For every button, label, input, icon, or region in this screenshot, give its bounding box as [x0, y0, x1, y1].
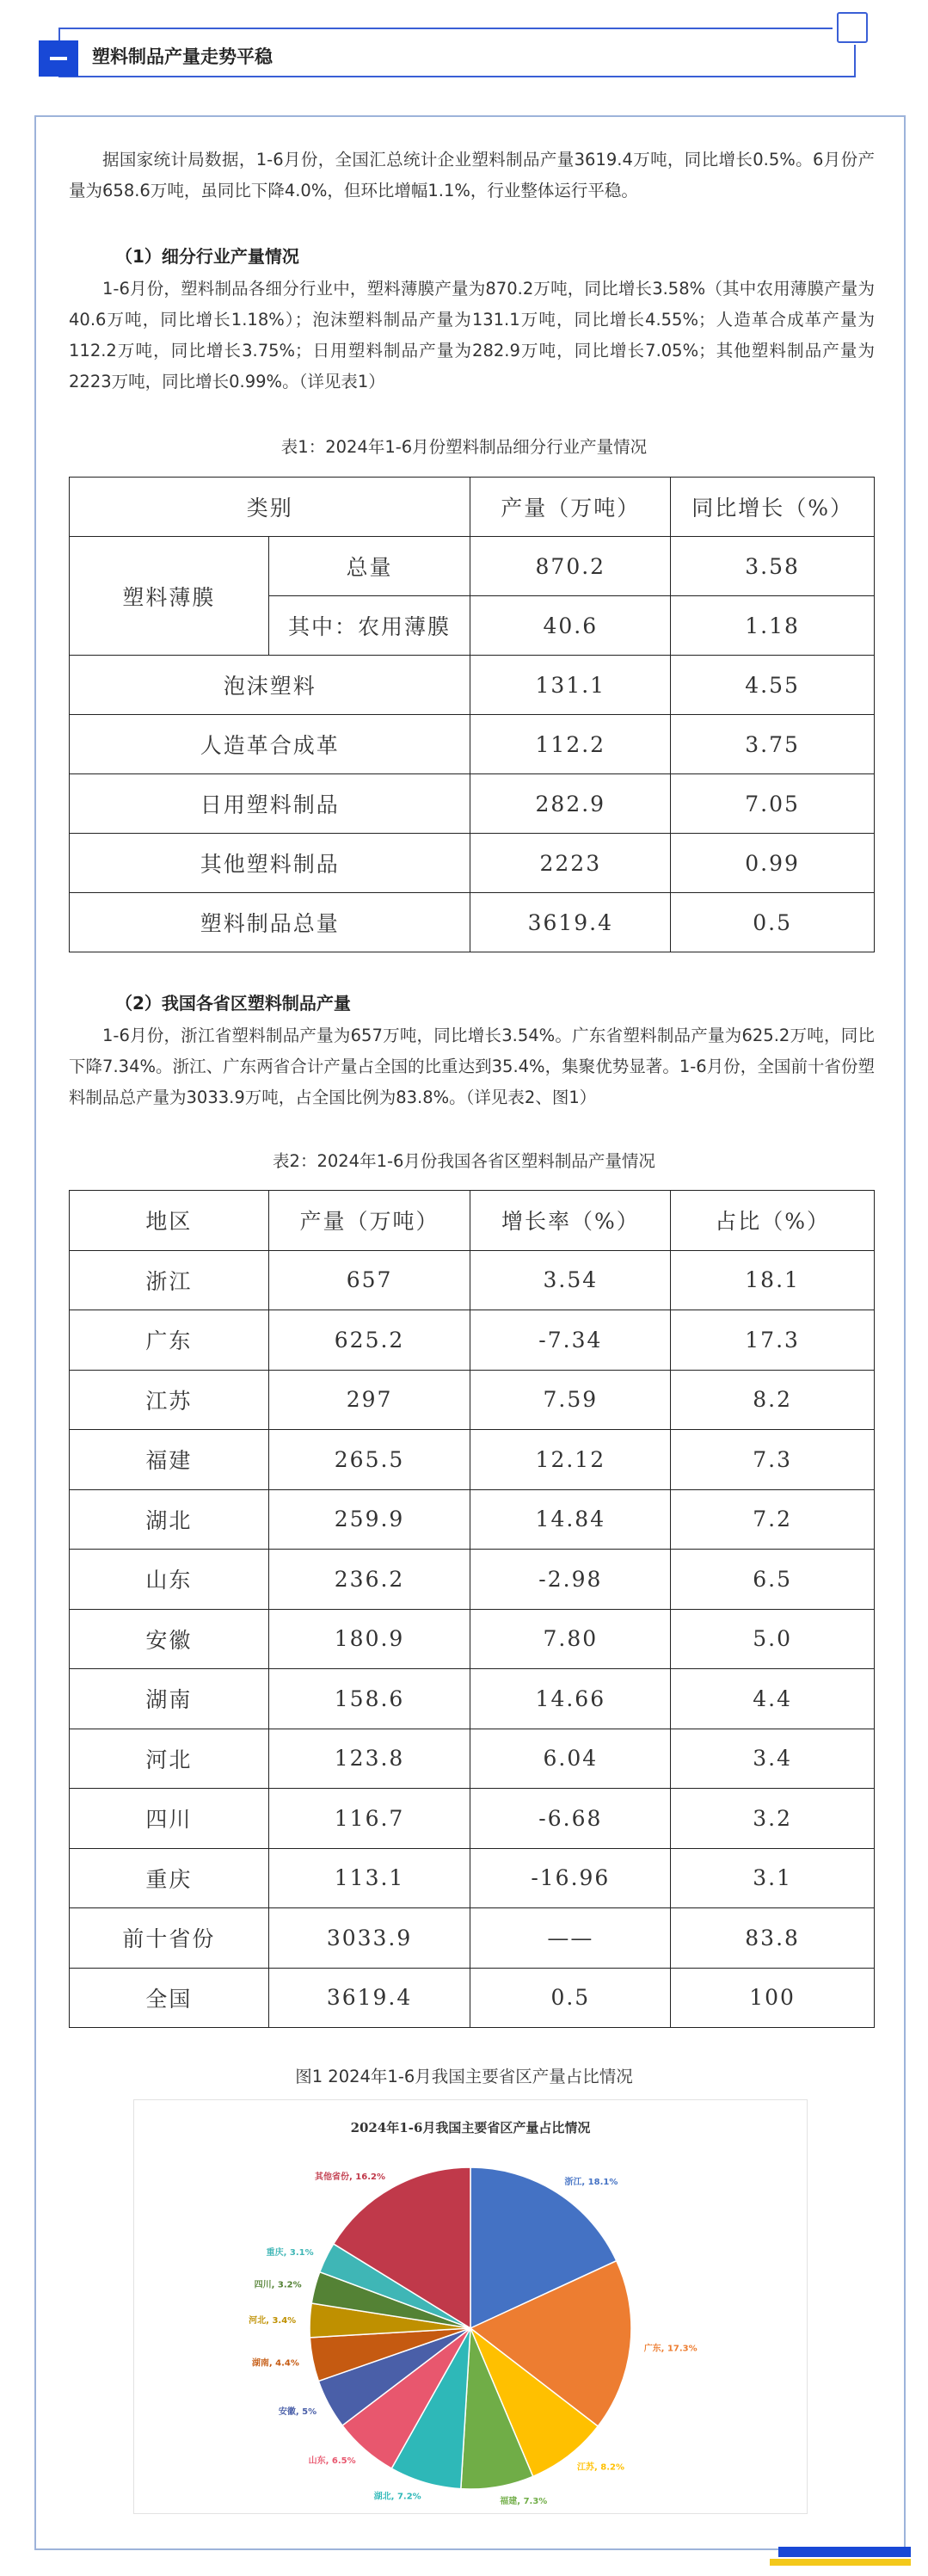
- growth-cell: 4.55: [671, 656, 875, 715]
- region-cell: 山东: [70, 1550, 269, 1610]
- share-cell: 17.3: [671, 1310, 875, 1371]
- section-dash-icon: [39, 40, 78, 77]
- table-row: [70, 1310, 875, 1371]
- value-cell: 870.2: [470, 537, 671, 596]
- header-frame-right: [854, 45, 856, 77]
- growth-cell: ——: [470, 1908, 671, 1969]
- share-cell: 5.0: [671, 1609, 875, 1669]
- table-row: [70, 1729, 875, 1789]
- growth-cell: 7.80: [470, 1609, 671, 1669]
- header-frame-top: [58, 28, 833, 29]
- chart-title: 2024年1-6月我国主要省区产量占比情况: [350, 2120, 591, 2135]
- growth-cell: -6.68: [470, 1789, 671, 1849]
- pie-data-label: 山东, 6.5%: [308, 2456, 356, 2466]
- table-row: [70, 1848, 875, 1908]
- pie-data-label: 湖南, 4.4%: [251, 2358, 299, 2369]
- table-row: [70, 1550, 875, 1610]
- table1-caption: 表1：2024年1-6月份塑料制品细分行业产量情况: [280, 437, 648, 457]
- pie-data-label: 重庆, 3.1%: [266, 2247, 314, 2258]
- table-row: [70, 1968, 875, 2028]
- growth-cell: 14.84: [470, 1489, 671, 1550]
- output-cell: 259.9: [268, 1489, 470, 1550]
- share-cell: 8.2: [671, 1370, 875, 1430]
- output-cell: 180.9: [268, 1609, 470, 1669]
- growth-cell: -16.96: [470, 1848, 671, 1908]
- table-row: [70, 1609, 875, 1669]
- header-cell: 同比增长（%）: [671, 478, 875, 537]
- pie-data-label: 湖北, 7.2%: [373, 2492, 421, 2502]
- output-cell: 625.2: [268, 1310, 470, 1371]
- table-row: [70, 774, 875, 834]
- growth-cell: 3.58: [671, 537, 875, 596]
- table-header-row: [70, 1191, 875, 1251]
- section2-heading: （2）我国各省区塑料制品产量: [115, 993, 351, 1014]
- table-row: [70, 1789, 875, 1849]
- pie-data-label: 广东, 17.3%: [643, 2344, 698, 2354]
- share-cell: 7.2: [671, 1489, 875, 1550]
- output-cell: 3619.4: [268, 1968, 470, 2028]
- pie-data-label: 安徽, 5%: [278, 2407, 317, 2417]
- table-row: [70, 1430, 875, 1490]
- output-cell: 236.2: [268, 1550, 470, 1610]
- share-cell: 7.3: [671, 1430, 875, 1490]
- region-cell: 河北: [70, 1729, 269, 1789]
- region-cell: 全国: [70, 1968, 269, 2028]
- value-cell: 131.1: [470, 656, 671, 715]
- pie-data-label: 四川, 3.2%: [254, 2280, 302, 2290]
- output-cell: 3033.9: [268, 1908, 470, 1969]
- region-cell: 广东: [70, 1310, 269, 1371]
- table-row: [70, 1908, 875, 1969]
- region-cell: 福建: [70, 1430, 269, 1490]
- table-row: [70, 893, 875, 952]
- table-row: [70, 1669, 875, 1729]
- figure1-caption: 图1 2024年1-6月我国主要省区产量占比情况: [295, 2067, 633, 2086]
- share-cell: 18.1: [671, 1250, 875, 1310]
- footer-accent-blue: [778, 2547, 911, 2557]
- header-cell: 增长率（%）: [470, 1191, 671, 1251]
- value-cell: 282.9: [470, 774, 671, 834]
- table-province-output: [69, 1190, 875, 2028]
- output-cell: 123.8: [268, 1729, 470, 1789]
- output-cell: 265.5: [268, 1430, 470, 1490]
- share-cell: 6.5: [671, 1550, 875, 1610]
- pie-data-label: 其他省份, 16.2%: [315, 2172, 385, 2182]
- growth-cell: 3.54: [470, 1250, 671, 1310]
- output-cell: 113.1: [268, 1848, 470, 1908]
- category-cell: 其他塑料制品: [70, 834, 470, 893]
- region-cell: 四川: [70, 1789, 269, 1849]
- share-cell: 100: [671, 1968, 875, 2028]
- table2-caption: 表2：2024年1-6月份我国各省区塑料制品产量情况: [273, 1151, 655, 1171]
- header-cell: 地区: [70, 1191, 269, 1251]
- value-cell: 3619.4: [470, 893, 671, 952]
- table-row: [70, 1489, 875, 1550]
- growth-cell: 7.05: [671, 774, 875, 834]
- header-cell: 占比（%）: [671, 1191, 875, 1251]
- footer-accent-yellow: [770, 2559, 911, 2566]
- output-cell: 116.7: [268, 1789, 470, 1849]
- region-cell: 前十省份: [70, 1908, 269, 1969]
- growth-cell: 6.04: [470, 1729, 671, 1789]
- pie-data-label: 浙江, 18.1%: [564, 2178, 618, 2187]
- share-cell: 83.8: [671, 1908, 875, 1969]
- value-cell: 112.2: [470, 715, 671, 774]
- share-cell: 3.1: [671, 1848, 875, 1908]
- header-cell: 产量（万吨）: [268, 1191, 470, 1251]
- output-cell: 297: [268, 1370, 470, 1430]
- growth-cell: 12.12: [470, 1430, 671, 1490]
- value-cell: 40.6: [470, 596, 671, 656]
- growth-cell: -7.34: [470, 1310, 671, 1371]
- table-row: [70, 834, 875, 893]
- header-cell: 类别: [70, 478, 470, 537]
- growth-cell: 3.75: [671, 715, 875, 774]
- section1-heading: （1）细分行业产量情况: [115, 246, 299, 267]
- pie-data-label: 江苏, 8.2%: [577, 2462, 625, 2473]
- category-cell: 塑料制品总量: [70, 893, 470, 952]
- share-cell: 4.4: [671, 1669, 875, 1729]
- share-cell: 3.2: [671, 1789, 875, 1849]
- output-cell: 158.6: [268, 1669, 470, 1729]
- intro-paragraph: 据国家统计局数据，1-6月份，全国汇总统计企业塑料制品产量3619.4万吨，同比增长0.5%。6月份产量为658.6万吨，虽同比下降4.0%，但环比增幅1.1%，行业整体运行平稳。: [69, 150, 875, 200]
- table-row: [70, 537, 875, 596]
- output-cell: 657: [268, 1250, 470, 1310]
- table-segment-output: [69, 477, 875, 952]
- category-cell: 泡沫塑料: [70, 656, 470, 715]
- table-row: [70, 715, 875, 774]
- share-cell: 3.4: [671, 1729, 875, 1789]
- region-cell: 浙江: [70, 1250, 269, 1310]
- section-title: 塑料制品产量走势平稳: [92, 46, 273, 67]
- category-cell: 日用塑料制品: [70, 774, 470, 834]
- region-cell: 重庆: [70, 1848, 269, 1908]
- table-row: [70, 656, 875, 715]
- table-row: [70, 1250, 875, 1310]
- value-cell: 2223: [470, 834, 671, 893]
- region-cell: 湖北: [70, 1489, 269, 1550]
- growth-cell: 1.18: [671, 596, 875, 656]
- section2-body: 1-6月份，浙江省塑料制品产量为657万吨，同比增长3.54%。广东省塑料制品产量为625.2万吨，同比下降7.34%。浙江、广东两省合计产量占全国的比重达到35.4%，集聚优势显著。1-6月份，全国前十省份塑料制品总产量为3033.9万吨，占全国比例为83.8%。（详见表2、图1）: [69, 1026, 875, 1107]
- region-cell: 安徽: [70, 1609, 269, 1669]
- category-cell: 其中：农用薄膜: [268, 596, 470, 656]
- header-corner-square: [837, 12, 868, 43]
- growth-cell: 14.66: [470, 1669, 671, 1729]
- category-cell: 人造革合成革: [70, 715, 470, 774]
- header-frame-bottom: [58, 76, 854, 77]
- pie-chart: [133, 2099, 808, 2514]
- growth-cell: -2.98: [470, 1550, 671, 1610]
- region-cell: 湖南: [70, 1669, 269, 1729]
- category-cell: 总量: [268, 537, 470, 596]
- section1-body: 1-6月份，塑料制品各细分行业中，塑料薄膜产量为870.2万吨，同比增长3.58%（其中农用薄膜产量为40.6万吨，同比增长1.18%）；泡沫塑料制品产量为131.1万吨，同比增长4.55%；人造革合成革产量为112.2万吨，同比增长3.75%；日用塑料制品产量为282.9万吨，同比增长7.05%；其他塑料制品产量为2223万吨，同比增长0.99%。（详见表1）: [69, 279, 875, 391]
- group-cell: 塑料薄膜: [70, 537, 269, 656]
- growth-cell: 0.5: [671, 893, 875, 952]
- growth-cell: 0.5: [470, 1968, 671, 2028]
- pie-data-label: 河北, 3.4%: [249, 2316, 297, 2326]
- growth-cell: 7.59: [470, 1370, 671, 1430]
- region-cell: 江苏: [70, 1370, 269, 1430]
- table-header-row: [70, 478, 875, 537]
- growth-cell: 0.99: [671, 834, 875, 893]
- header-cell: 产量（万吨）: [470, 478, 671, 537]
- pie-data-label: 福建, 7.3%: [500, 2497, 548, 2507]
- table-row: [70, 1370, 875, 1430]
